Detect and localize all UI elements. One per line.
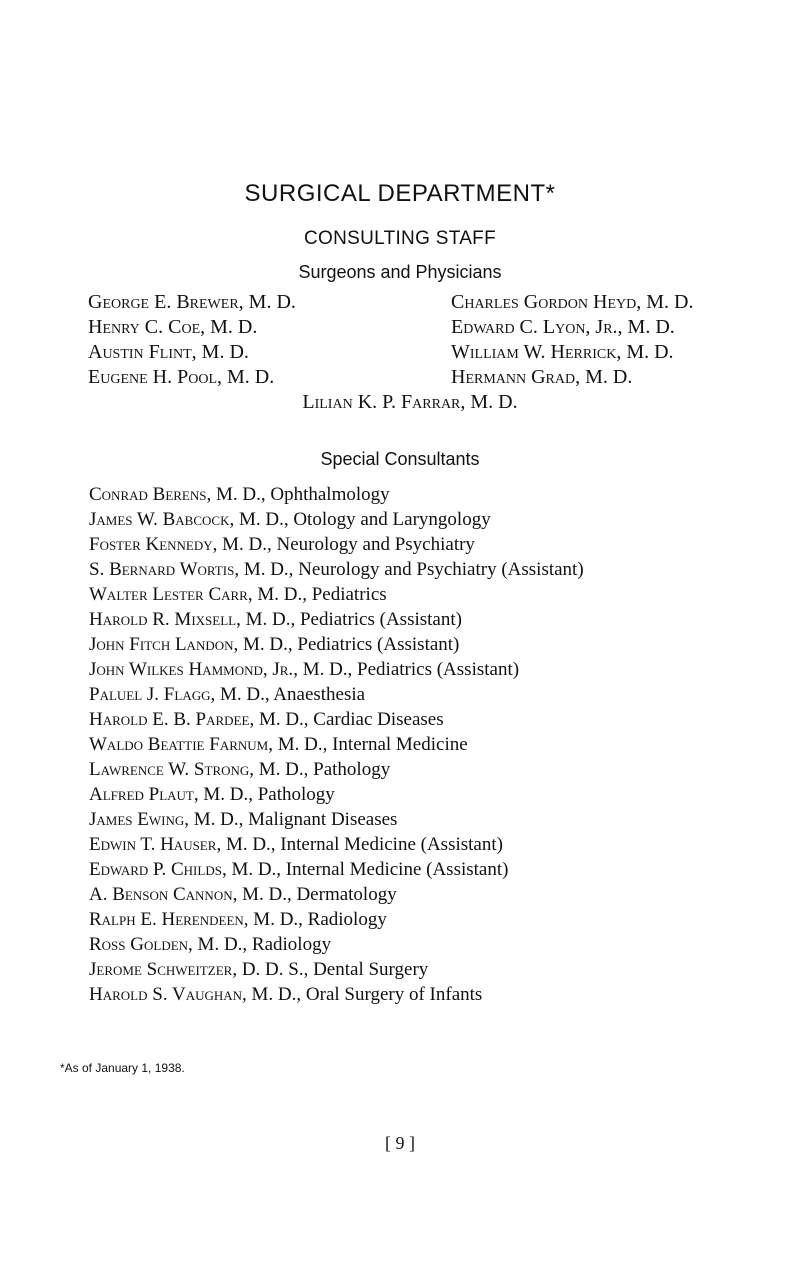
list-item (89, 882, 584, 907)
consultant-specialty: , M. D., Radiology (243, 909, 387, 930)
list-item (89, 657, 584, 682)
consultant-name: Edwin T. Hauser (89, 834, 217, 855)
consultant-specialty: , M. D., Neurology and Psychiatry (Assistant) (234, 559, 584, 580)
consultant-specialty: , M. D., Pathology (249, 759, 391, 780)
consultant-name: Edward P. Childs (89, 859, 222, 880)
consultant-specialty: , M. D., Malignant Diseases (184, 809, 398, 830)
consultant-name: James Ewing (89, 809, 185, 830)
list-item (89, 582, 584, 607)
consultant-specialty: , M. D., Pathology (193, 784, 335, 805)
consultant-specialty: , M. D., Oral Surgery of Infants (242, 984, 483, 1005)
consultant-specialty: , M. D., Internal Medicine (268, 734, 468, 755)
consultant-name: Lawrence W. Strong (89, 759, 250, 780)
consultant-specialty: , M. D., Neurology and Psychiatry (212, 534, 475, 555)
footnote: *As of January 1, 1938. (60, 1061, 185, 1075)
surgeons-heading: Surgeons and Physicians (298, 262, 502, 282)
consultant-name: Harold R. Mixsell (89, 609, 237, 630)
list-item (89, 757, 584, 782)
surgeon-name: Eugene H. Pool, M. D. (88, 366, 275, 388)
surgeon-name: William W. Herrick, M. D. (451, 341, 674, 363)
list-item (89, 482, 584, 507)
consultant-specialty: , M. D., Radiology (188, 934, 332, 955)
list-item (89, 732, 584, 757)
consultant-specialty: , M. D., Cardiac Diseases (249, 709, 444, 730)
consultant-name: Walter Lester Carr (89, 584, 248, 605)
consultant-name: A. Benson Cannon (89, 884, 233, 905)
consultant-specialty: , M. D., Dermatology (232, 884, 397, 905)
consultant-specialty: , M. D., Pediatrics (Assistant) (236, 609, 462, 630)
consultant-specialty: , M. D., Pediatrics (Assistant) (293, 659, 520, 680)
consultant-specialty: , M. D., Internal Medicine (Assistant) (216, 834, 503, 855)
consultants-list (89, 482, 584, 1007)
consultant-name: Paluel J. Flagg (89, 684, 211, 705)
list-item (89, 782, 584, 807)
special-consultants-heading: Special Consultants (320, 449, 480, 469)
surgeon-name: George E. Brewer, M. D. (88, 291, 296, 313)
consultant-name: John Wilkes Hammond, Jr. (89, 659, 294, 680)
surgeon-name: Charles Gordon Heyd, M. D. (451, 291, 694, 313)
surgeons-right-column (451, 290, 693, 390)
list-item (89, 557, 584, 582)
surgeon-name-centered: Lilian K. P. Farrar, M. D. (302, 391, 518, 413)
list-item (89, 982, 584, 1007)
list-item (89, 532, 584, 557)
list-item (89, 932, 584, 957)
consultant-name: Harold S. Vaughan (89, 984, 243, 1005)
consulting-staff-heading: CONSULTING STAFF (304, 228, 496, 249)
consultant-specialty: , M. D., Ophthalmology (206, 484, 390, 505)
consultant-name: Jerome Schweitzer (89, 959, 233, 980)
list-item (89, 707, 584, 732)
consultant-specialty: , M. D., Pediatrics (247, 584, 387, 605)
consultant-specialty: , M. D., Internal Medicine (Assistant) (221, 859, 509, 880)
surgeon-name: Hermann Grad, M. D. (451, 366, 633, 388)
consultant-specialty: , M. D., Otology and Laryngology (229, 509, 491, 530)
consultant-name: Ross Golden (89, 934, 189, 955)
consultant-name: Conrad Berens (89, 484, 207, 505)
list-item (89, 832, 584, 857)
surgeon-name: Austin Flint, M. D. (88, 341, 249, 363)
page-number: [ 9 ] (385, 1133, 415, 1153)
list-item (89, 857, 584, 882)
surgeon-name: Henry C. Coe, M. D. (88, 316, 258, 338)
consultant-name: Foster Kennedy (89, 534, 213, 555)
consultant-name: James W. Babcock (89, 509, 230, 530)
list-item (89, 507, 584, 532)
list-item (89, 807, 584, 832)
consultant-name: John Fitch Landon (89, 634, 234, 655)
consultant-specialty: , D. D. S., Dental Surgery (232, 959, 429, 980)
list-item (89, 607, 584, 632)
page-title: SURGICAL DEPARTMENT* (244, 180, 556, 207)
consultant-specialty: , M. D., Pediatrics (Assistant) (233, 634, 460, 655)
consultant-specialty: , M. D., Anaesthesia (210, 684, 366, 705)
surgeons-left-column (88, 290, 296, 390)
list-item (89, 632, 584, 657)
consultant-name: Harold E. B. Pardee (89, 709, 250, 730)
consultant-name: Ralph E. Herendeen (89, 909, 244, 930)
list-item (89, 957, 584, 982)
consultant-name: S. Bernard Wortis (89, 559, 235, 580)
consultant-name: Alfred Plaut (89, 784, 194, 805)
list-item (89, 682, 584, 707)
list-item (89, 907, 584, 932)
consultant-name: Waldo Beattie Farnum (89, 734, 269, 755)
surgeon-name: Edward C. Lyon, Jr., M. D. (451, 316, 675, 338)
